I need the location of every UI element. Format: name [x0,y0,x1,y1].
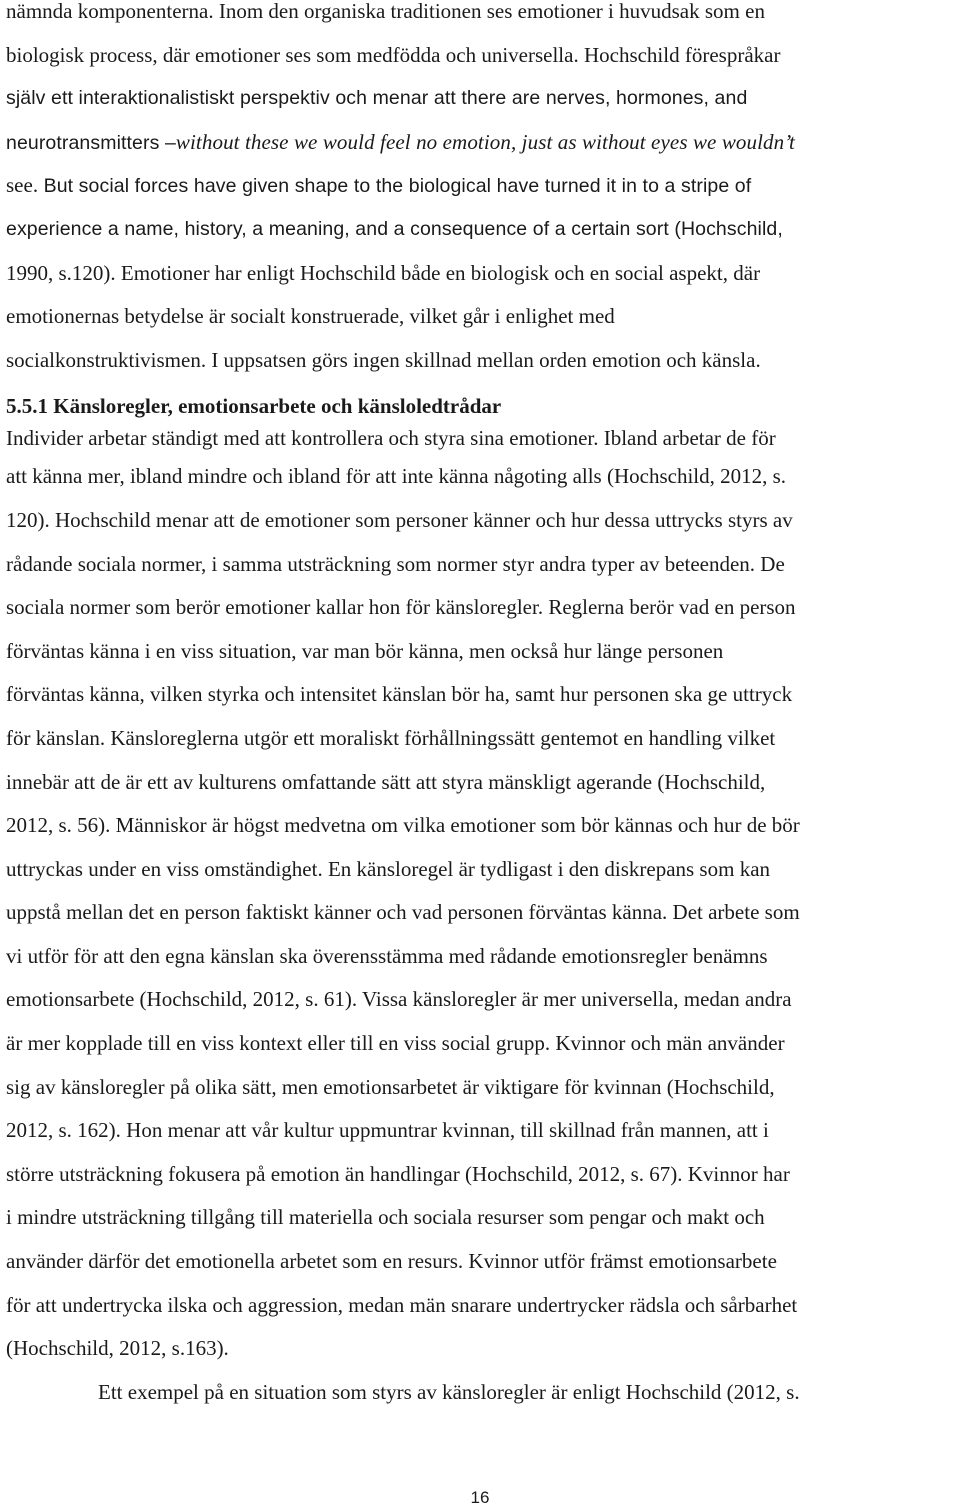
text-line: 2012, s. 162). Hon menar att vår kultur uppmuntrar kvinnan, till skillnad från mannen, att i [6,1118,769,1143]
text-line: i mindre utsträckning tillgång till materiella och sociala resurser som pengar och makt och [6,1205,765,1230]
text-sans-part: But social forces have given shape to the biological have turned it in to a stripe of [38,175,752,198]
text-line: experience a name, history, a meaning, and a consequence of a certain sort (Hochschild, [6,217,783,240]
text-line: förväntas känna, vilken styrka och intensitet känslan bör ha, samt hur personen ska ge uttryck [6,682,793,707]
paragraph-first-line: Ett exempel på en situation som styrs av känsloregler är enligt Hochschild (2012, s. [98,1379,800,1404]
text-line: större utsträckning fokusera på emotion än handlingar (Hochschild, 2012, s. 67). Kvinnor har [6,1161,790,1186]
text-line: biologisk process, där emotioner ses som medfödda och universella. Hochschild förespråkar [6,42,781,67]
text-line: för att undertrycka ilska och aggression, medan män snarare undertrycker rädsla och sårbarhet [6,1292,798,1317]
quote-italic-part: without these we would feel no emotion, just as without eyes we wouldn’t [175,129,795,154]
text-line: för känslan. Känsloreglerna utgör ett moraliskt förhållningssätt gentemot en handling vilket [6,725,776,750]
text-line: är mer kopplade till en viss kontext eller till en viss social grupp. Kvinnor och män använder [6,1031,785,1056]
section-heading: 5.5.1 Känsloregler, emotionsarbete och känsloledtrådar [6,394,502,419]
section-body [6,421,954,1414]
text-line: själv ett interaktionalistiskt perspektiv och menar att there are nerves, hormones, and [6,87,748,110]
text-line: sig av känsloregler på olika sätt, men emotionsarbetet är viktigare för kvinnan (Hochschild, [6,1074,775,1099]
text-line: använder därför det emotionella arbetet som en resurs. Kvinnor utför främst emotionsarbete [6,1249,777,1274]
text-line: emotionernas betydelse är socialt konstruerade, vilket går i enlighet med [6,304,615,329]
text-line: uttryckas under en viss omständighet. En känsloregel är tydligast i den diskrepans som kan [6,856,771,881]
text-line: 1990, s.120). Emotioner har enligt Hochschild både en biologisk och en social aspekt, där [6,260,761,285]
text-line: socialkonstruktivismen. I uppsatsen görs ingen skillnad mellan orden emotion och känsla. [6,347,761,372]
document-page [6,0,954,1414]
text-line: (Hochschild, 2012, s.163). [6,1336,229,1361]
text-plain-part: neurotransmitters – [6,131,176,154]
text-line: sociala normer som berör emotioner kallar hon för känsloregler. Reglerna berör vad en person [6,595,796,620]
text-line [6,164,954,208]
text-line: rådande sociala normer, i samma utsträckning som normer styr andra typer av beteenden. De [6,551,785,576]
text-line: att känna mer, ibland mindre och ibland för att inte känna någoting alls (Hochschild, 2012, s. [6,464,787,489]
text-line: innebär att de är ett av kulturens omfattande sätt att styra mänskligt agerande (Hochschild, [6,769,766,794]
text-line: emotionsarbete (Hochschild, 2012, s. 61). Vissa känsloregler är mer universella, medan andra [6,987,792,1012]
text-line: Individer arbetar ständigt med att kontrollera och styra sina emotioner. Ibland arbetar de för [6,426,776,451]
page-number: 16 [470,1488,490,1507]
text-line: 2012, s. 56). Människor är högst medvetna om vilka emotioner som bör kännas och hur de bör [6,813,800,838]
text-line: förväntas känna i en viss situation, var man bör känna, men också hur länge personen [6,638,724,663]
text-line: nämnda komponenterna. Inom den organiska traditionen ses emotioner i huvudsak som en [6,0,765,23]
text-line: 120). Hochschild menar att de emotioner som personer känner och hur dessa uttrycks styrs av [6,507,793,532]
text-line: vi utför för att den egna känslan ska överensstämma med rådande emotionsregler benämns [6,943,768,968]
body-text-block [6,0,954,382]
text-line [6,121,954,165]
text-serif-part: see. [6,173,39,198]
text-line: uppstå mellan det en person faktiskt känner och vad personen förväntas känna. Det arbete som [6,900,800,925]
